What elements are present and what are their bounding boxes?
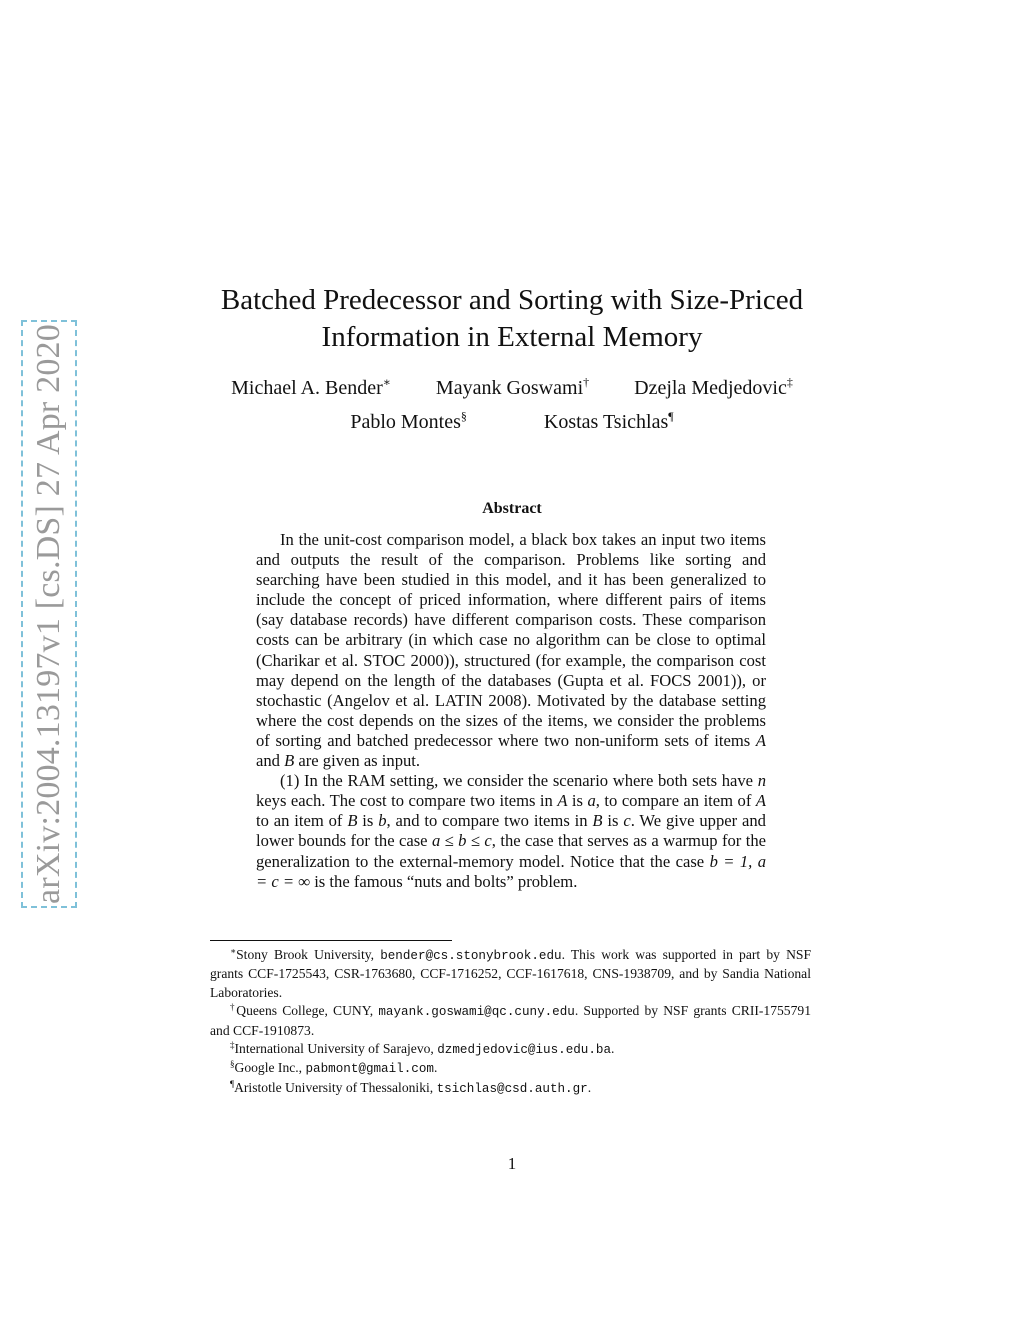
author-mark: ¶ <box>668 409 674 423</box>
page-number: 1 <box>507 1154 517 1173</box>
math-var: B <box>347 811 358 831</box>
abstract-text: is <box>567 791 588 811</box>
footnote <box>210 1059 811 1078</box>
arxiv-identifier-text: arXiv:2004.13197v1 [cs.DS] 27 Apr 2020 <box>30 324 67 904</box>
math-var: a <box>587 791 596 811</box>
math-var: b <box>378 811 387 831</box>
math-var: c <box>623 811 631 831</box>
footnote-mark: ‡ <box>230 1040 235 1051</box>
author <box>436 376 589 400</box>
author <box>544 410 674 434</box>
abstract-text: is <box>357 811 379 831</box>
author-row-2 <box>160 410 864 434</box>
footnote-email[interactable]: bender@cs.stonybrook.edu <box>380 949 562 963</box>
author-name: Dzejla Medjedovic <box>634 377 787 399</box>
footnote-mark: ¶ <box>230 1078 235 1089</box>
math-var: B <box>592 811 603 831</box>
footnote-mark: ∗ <box>230 946 237 956</box>
author-name: Kostas Tsichlas <box>543 411 669 433</box>
author-mark: † <box>583 375 590 389</box>
footnote-text: . Supported by NSF grants CRII-1755791 and CCF-1910873. <box>210 1003 811 1038</box>
math-expression: a ≤ b ≤ c <box>431 831 492 851</box>
abstract-text: are given as input. <box>294 751 421 771</box>
abstract-text: . We give upper and lower bounds for the case <box>256 811 766 851</box>
title-line-1: Batched Predecessor and Sorting with Size-Priced <box>220 284 804 316</box>
footnote-text: Stony Brook University, <box>236 947 381 962</box>
abstract-text: (1) In the RAM setting, we consider the scenario where both sets have <box>280 771 758 791</box>
footnote-text: . <box>433 1060 438 1076</box>
footnote <box>210 946 811 1002</box>
author <box>231 376 391 400</box>
author-row-1 <box>160 376 864 400</box>
footnote-text: Google Inc., <box>234 1060 306 1076</box>
footnote-email[interactable]: dzmedjedovic@ius.edu.ba <box>437 1043 612 1058</box>
author-name: Pablo Montes <box>350 411 461 433</box>
author <box>350 410 467 434</box>
footnote-text: Queens College, CUNY, <box>236 1003 379 1019</box>
footnote-rule <box>210 940 452 941</box>
math-expression: b = 1, a = c = ∞ <box>256 851 766 891</box>
footnote <box>210 1040 811 1059</box>
abstract-paragraph-2 <box>256 771 766 892</box>
footnote-mark: † <box>230 1002 237 1013</box>
abstract-paragraph-1 <box>256 530 766 771</box>
abstract-text: , to compare an item of <box>595 791 756 811</box>
math-var: A <box>755 730 766 750</box>
abstract-text: keys each. The cost to compare two items in <box>256 791 558 811</box>
title-line-2: Information in External Memory <box>321 321 703 353</box>
footnote-mark: § <box>230 1059 235 1070</box>
author-mark: ∗ <box>382 375 391 389</box>
footnote <box>210 1079 811 1098</box>
abstract-text: , the case that serves as a warmup for the generalization to the external-memory model. Notice that the case <box>256 831 766 871</box>
author-name: Michael A. Bender <box>231 377 383 399</box>
abstract-body <box>256 530 766 892</box>
author-name: Mayank Goswami <box>435 377 584 399</box>
footnote-text: International University of Sarajevo, <box>234 1041 438 1057</box>
math-var: B <box>284 751 295 771</box>
footnote-text: Aristotle University of Thessaloniki, <box>234 1079 437 1095</box>
footnote <box>210 1002 811 1040</box>
footnote-email[interactable]: mayank.goswami@qc.cuny.edu <box>378 1005 575 1020</box>
paper-title <box>160 282 864 356</box>
abstract-text: is <box>602 811 624 831</box>
math-var: n <box>757 771 766 791</box>
math-var: A <box>557 791 568 811</box>
arxiv-identifier-stamp <box>21 320 77 908</box>
abstract-text: is the famous “nuts and bolts” problem. <box>310 871 578 891</box>
abstract-text: , and to compare two items in <box>386 811 593 831</box>
footnote-text: . <box>587 1079 592 1095</box>
footnote-text: . <box>611 1041 615 1057</box>
math-var: A <box>755 791 766 811</box>
footnote-email[interactable]: tsichlas@csd.auth.gr <box>436 1081 588 1096</box>
author-mark: § <box>460 409 467 423</box>
abstract-text: In the unit-cost comparison model, a black box takes an input two items and outputs the result of the comparison. Problems like sorting and searching have been studied in this model, and it has been generalized to include the concept of priced information, where different pairs of items (say database records) have different comparison costs. These comparison costs can be arbitrary (in which case no algorithm can be close to optimal (Charikar et al. STOC 2000)), structured (for example, the comparison cost may depend on the length of the databases (Gupta et al. FOCS 2001)), or stochastic (Angelov et al. LATIN 2008). Motivated by the database setting where the cost depends on the sizes of the items, we consider the problems of sorting and batched predecessor where two non-uniform sets of items <box>256 530 766 750</box>
abstract-text: and <box>256 751 285 771</box>
footnote-text: . This work was supported in part by NSF grants CCF-1725543, CSR-1763680, CCF-1716252, CCF-1617618, CNS-1938709, and by Sandia National Laboratories. <box>210 947 812 1000</box>
footnote-email[interactable]: pabmont@gmail.com <box>305 1062 434 1077</box>
footnotes <box>210 946 811 1098</box>
author-mark: ‡ <box>786 375 793 389</box>
author <box>634 376 793 400</box>
abstract-text: to an item of <box>256 811 348 831</box>
abstract-heading: Abstract <box>482 500 542 517</box>
